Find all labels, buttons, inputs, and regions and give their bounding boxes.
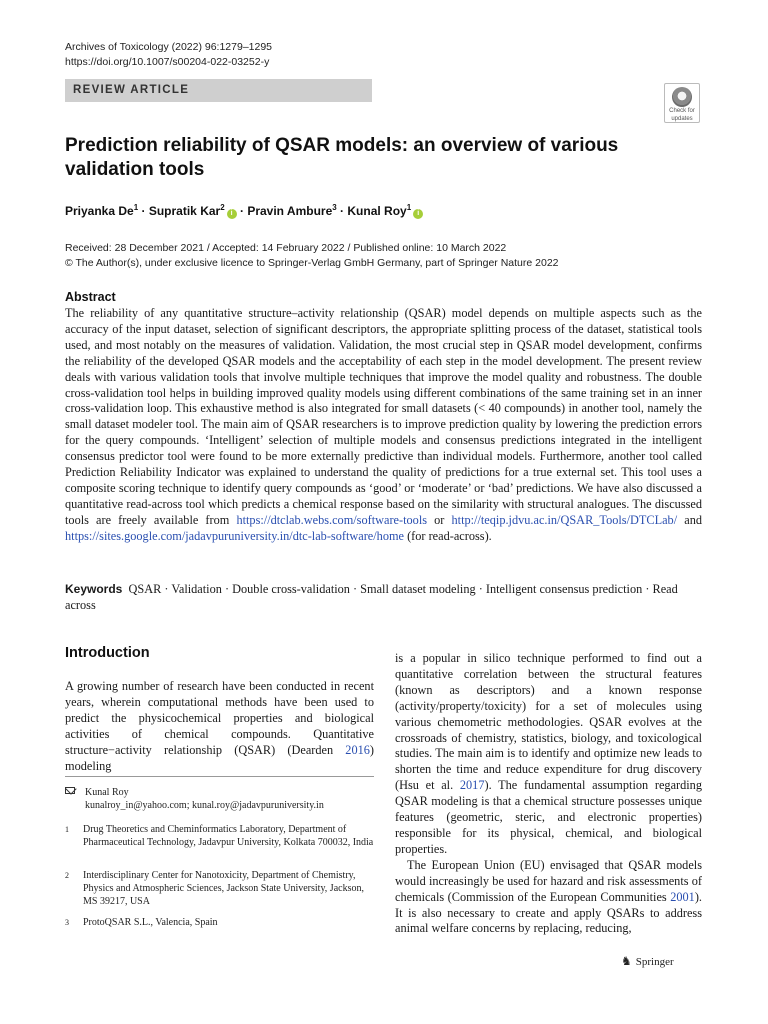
footnote-divider [65,776,374,777]
affiliation-text: ProtoQSAR S.L., Valencia, Spain [83,917,218,928]
author-affiliation-marker: 1 [133,203,139,212]
author-separator: · [236,204,248,218]
affiliation-number: 2 [65,871,69,880]
abstract-heading: Abstract [65,290,116,304]
link-teqip-dtclab[interactable]: http://teqip.jdvu.ac.in/QSAR_Tools/DTCLab/ [451,512,678,527]
corresponding-author [65,786,374,812]
journal-doi[interactable]: https://doi.org/10.1007/s00204-022-03252-y [65,56,270,68]
publisher-name: Springer [635,956,674,968]
abstract-and: and [677,512,702,527]
introduction-col1 [65,679,374,774]
intro-text: The European Union (EU) envisaged that QSAR models would increasingly be used for hazard and risk assessments of chemicals (Commission of the European Communities [395,857,702,904]
author-list [65,203,423,219]
author-affiliation-marker: 3 [332,203,337,212]
affiliation-number: 3 [65,918,69,927]
intro-paragraph [395,858,702,938]
check-for-updates-badge[interactable] [664,83,700,123]
author-affiliation-marker: 1 [406,203,412,212]
author-affiliation-marker: 2 [220,203,225,212]
journal-citation: Archives of Toxicology (2022) 96:1279–1295 [65,41,273,53]
journal-header [65,40,272,70]
intro-text: is a popular in silico technique performed to find out a quantitative correlation between the structural features (known as descriptors) and a known response (activity/property/toxicity) for a set of molecules using various chemometric methodologies. QSAR evolves at the crossroads of chemistry, statistics, biology, and toxicological studies. The main aim is to identify and optimize new leads to shorten the time and reduce expenditure for drug discovery (Hsu et al. [395,651,702,793]
author-separator: · [138,204,149,218]
contact-name: Kunal Roy [85,787,129,798]
link-read-across-software[interactable]: https://sites.google.com/jadavpuruniversity.in/dtc-lab-software/home [65,528,404,543]
affiliation-text: Drug Theoretics and Cheminformatics Laboratory, Department of Pharmaceutical Technology, Jadavpur University, Kolkata 700032, India [83,824,374,848]
crossmark-icon [672,87,692,107]
affiliation-text: Interdisciplinary Center for Nanotoxicity, Department of Chemistry, Physics and Atmospheric Sciences, Jackson State University, Jackson, MS 39217, USA [83,870,364,907]
intro-paragraph [395,651,702,858]
intro-text: ). The fundamental assumption regarding QSAR modeling is that a chemical structure possesses unique features (geometric, steric, and electronic properties) responsible for its physical, chemical, and biological properties. [395,778,702,856]
author-name[interactable]: Supratik Kar [148,204,221,218]
citation-link[interactable]: 2017 [459,778,485,793]
orcid-icon[interactable]: i [227,209,237,219]
intro-text: ) modeling [65,742,374,773]
contact-email[interactable]: kunalroy_in@yahoo.com; kunal.roy@jadavpuruniversity.in [85,800,324,811]
author-name[interactable]: Priyanka De [65,204,134,218]
keywords [65,582,702,614]
affiliation-2 [65,869,374,908]
intro-text: A growing number of research have been conducted in recent years, wherein computational methods have been used to predict the physicochemical properties and biological activities of chemical compounds. Quantitative structure−activity relationship (QSAR) (Dearden [65,679,374,757]
author-name[interactable]: Pravin Ambure [247,204,333,218]
dates-line: Received: 28 December 2021 / Accepted: 14 February 2022 / Published online: 10 March 2022 [65,242,507,254]
keywords-label: Keywords [65,582,123,596]
springer-horse-icon: ♞ [621,954,632,968]
publisher-footer [621,954,674,969]
author-separator: · [336,204,348,218]
abstract-tail: (for read-across). [404,528,492,543]
author-name[interactable]: Kunal Roy [347,204,407,218]
citation-link[interactable]: 2016 [345,742,370,757]
envelope-icon [65,787,75,794]
link-dtclab-software[interactable]: https://dtclab.webs.com/software-tools [236,512,428,527]
introduction-col2 [395,651,702,937]
abstract-body [65,306,702,545]
copyright-line: © The Author(s), under exclusive licence to Springer-Verlag GmbH Germany, part of Springer Nature 2022 [65,257,559,269]
keywords-list: QSAR · Validation · Double cross-validation · Small dataset modeling · Intelligent consensus prediction · Read across [65,582,678,612]
badge-line1: Check for [669,108,695,114]
affiliation-3 [65,916,374,929]
badge-line2: updates [671,115,693,122]
orcid-icon[interactable]: i [413,209,423,219]
intro-text: ). It is also necessary to create and apply QSARs to address animal welfare concerns by replacing, reducing, [395,889,702,936]
article-type-bar: REVIEW ARTICLE [65,79,372,102]
publication-dates [65,241,559,271]
article-title: Prediction reliability of QSAR models: an overview of various validation tools [65,135,619,180]
abstract-or: or [427,512,452,527]
affiliation-number: 1 [65,825,69,834]
introduction-heading: Introduction [65,645,150,661]
affiliation-1 [65,823,374,849]
citation-link[interactable]: 2001 [670,889,695,904]
abstract-text: The reliability of any quantitative structure–activity relationship (QSAR) model depends on multiple aspects such as the accuracy of the input dataset, selection of significant descriptors, the appropriate splitting process of the dataset, statistical tools used, and most notably on the measures of validation. Validation, the most crucial step in QSAR model development, confirms the reliability of the developed QSAR models and the acceptability of each step in the model development. The present review deals with various validation tools that involve multiple techniques that improve the model quality and robustness. The double cross-validation tool helps in building improved quality models using different combinations of the same training set in an inner cross-validation loop. This exhaustive method is also integrated for small datasets (< 40 compounds) in another tool, namely the small dataset modeler tool. The main aim of QSAR researchers is to improve prediction quality by lowering the prediction errors for the query compounds. ‘Intelligent’ selection of multiple models and consensus predictions integrated in the intelligent consensus predictor tool were found to be more externally predictive than individual models. Furthermore, another tool called Prediction Reliability Indicator was explained to understand the quality of predictions for a true external set. This tool uses a composite scoring technique to identify query compounds as ‘good’ or ‘moderate’ or ‘bad’ predictions. We have also discussed a quantitative read-across tool which predicts a chemical response based on the similarity with structural analogues. The discussed tools are freely available from [65,306,702,527]
